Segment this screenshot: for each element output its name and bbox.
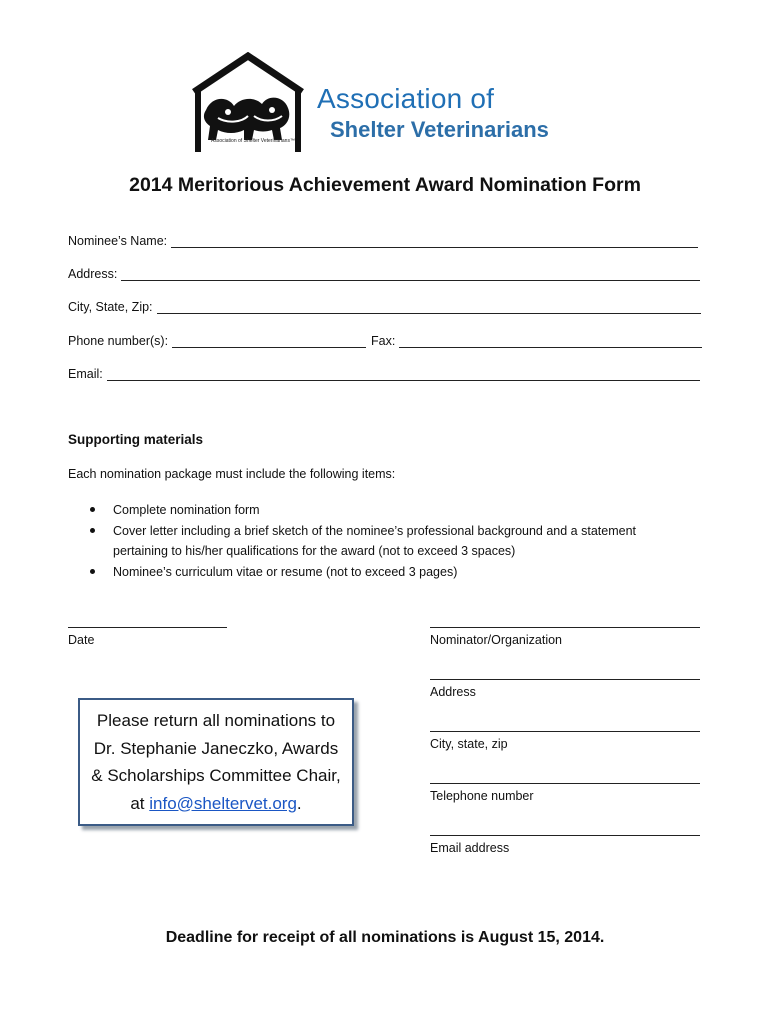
return-line1: Please return all nominations to xyxy=(96,711,336,730)
return-instructions-box xyxy=(78,698,354,826)
bullet-icon xyxy=(90,528,95,533)
city-state-zip-label: City, State, Zip: xyxy=(68,300,153,314)
email-label: Email: xyxy=(68,367,103,381)
phone-label: Phone number(s): xyxy=(68,334,169,348)
city-state-zip-field[interactable] xyxy=(68,298,701,314)
address-label: Address: xyxy=(68,267,118,281)
return-email-link[interactable]: info@sheltervet.org xyxy=(149,793,297,813)
logo-title-line1: Association of xyxy=(317,83,495,114)
list-item xyxy=(90,562,670,583)
signature-city-label: City, state, zip xyxy=(430,737,508,751)
return-line2: Dr. Stephanie Janeczko, Awards xyxy=(93,738,339,758)
list-item xyxy=(90,500,670,521)
page-title: 2014 Meritorious Achievement Award Nomination Form xyxy=(129,174,641,196)
fax-label: Fax: xyxy=(371,334,396,348)
logo-small-text: Association of Shelter Veterinarians™ xyxy=(211,138,295,144)
return-line3: & Scholarships Committee Chair, xyxy=(91,766,341,785)
nominee-name-line[interactable] xyxy=(171,235,698,248)
address-field[interactable] xyxy=(68,265,700,281)
return-line4-suffix: . xyxy=(296,793,302,813)
signature-email-line[interactable] xyxy=(430,835,700,836)
list-item-text: Cover letter including a brief sketch of the nominee’s professional background and a statement pertaining to his/her qualifications for the award (not to exceed 3 spaces) xyxy=(113,523,636,558)
bullet-icon xyxy=(90,569,95,574)
fax-line[interactable] xyxy=(399,335,702,348)
date-label: Date xyxy=(68,633,95,647)
list-item xyxy=(90,521,670,562)
phone-line[interactable] xyxy=(172,335,366,348)
supporting-materials-heading: Supporting materials xyxy=(68,432,204,447)
telephone-line[interactable] xyxy=(430,783,700,784)
bullet-icon xyxy=(90,507,95,512)
nominator-label: Nominator/Organization xyxy=(430,633,563,647)
email-line[interactable] xyxy=(107,368,700,381)
telephone-label: Telephone number xyxy=(430,789,534,803)
nominee-name-label: Nominee’s Name: xyxy=(68,234,168,248)
return-line4-prefix: at xyxy=(130,793,150,813)
list-item-text: Complete nomination form xyxy=(113,503,260,517)
deadline-text: Deadline for receipt of all nominations is August 15, 2014. xyxy=(165,929,605,946)
supporting-materials-list xyxy=(90,500,670,582)
nominee-name-field[interactable] xyxy=(68,232,698,248)
supporting-materials-intro: Each nomination package must include the following items: xyxy=(68,467,396,481)
nominator-line[interactable] xyxy=(430,627,700,628)
signature-address-label: Address xyxy=(430,685,476,699)
email-field[interactable] xyxy=(68,365,700,381)
return-line4 xyxy=(80,790,352,818)
date-line[interactable] xyxy=(68,627,227,628)
signature-address-line[interactable] xyxy=(430,679,700,680)
city-state-zip-line[interactable] xyxy=(157,301,701,314)
signature-city-line[interactable] xyxy=(430,731,700,732)
signature-email-label: Email address xyxy=(430,841,510,855)
address-line[interactable] xyxy=(121,268,700,281)
list-item-text: Nominee’s curriculum vitae or resume (not to exceed 3 pages) xyxy=(113,564,458,579)
logo-title-line2: Shelter Veterinarians xyxy=(330,117,549,142)
phone-field[interactable] xyxy=(68,332,366,348)
fax-field[interactable] xyxy=(371,332,702,348)
